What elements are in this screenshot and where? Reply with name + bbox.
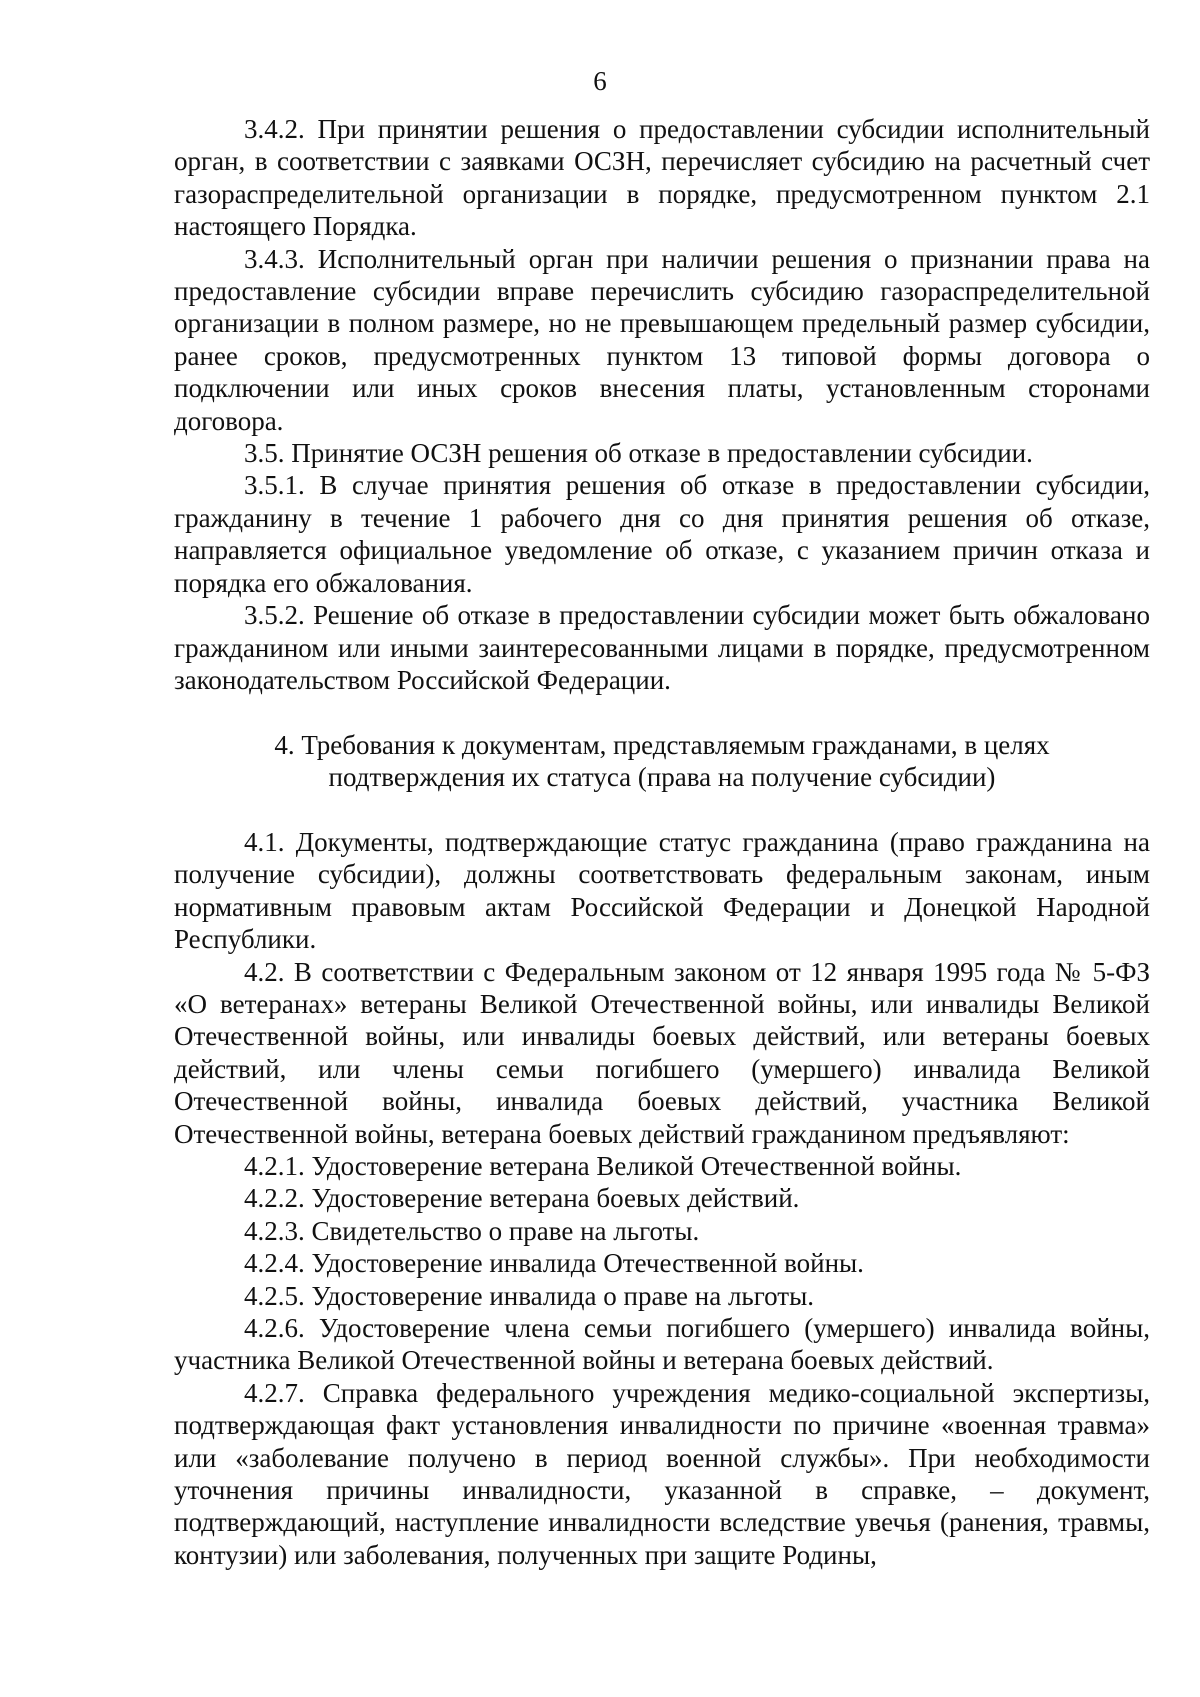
- section-spacer: [174, 794, 1150, 826]
- paragraph-3-5: 3.5. Принятие ОСЗН решения об отказе в предоставлении субсидии.: [244, 438, 1033, 469]
- section-spacer: [174, 696, 1150, 728]
- paragraph-4-2-2: 4.2.2. Удостоверение ветерана боевых действий.: [244, 1183, 800, 1214]
- paragraph-3-4-3: 3.4.3. Исполнительный орган при наличии решения о признании права на предоставление субсидии вправе перечислить субсидию газораспределительной организации в полном размере, но не превышающем предельный размер субсидии, ранее сроков, предусмотренных пунктом 13 типовой формы договора о подключении или иных сроков внесения платы, установленным сторонами договора.: [174, 243, 1150, 436]
- section-4-heading-line1: 4. Требования к документам, представляемым гражданами, в целях: [274, 729, 1050, 760]
- section-4-heading-line2: подтверждения их статуса (права на получение субсидии): [328, 762, 996, 793]
- paragraph-4-2: 4.2. В соответствии с Федеральным законом от 12 января 1995 года № 5-ФЗ «О ветеранах» ветераны Великой Отечественной войны, или инвалиды Великой Отечественной войны, или инвалиды боевых действий, или ветераны боевых действий, или члены семьи погибшего (умершего) инвалида Великой Отечественной войны, инвалида боевых действий, участника Великой Отечественной войны, ветерана боевых действий гражданином предъявляют:: [174, 956, 1150, 1149]
- page-number: 6: [593, 66, 607, 96]
- paragraph-3-5-1: 3.5.1. В случае принятия решения об отказе в предоставлении субсидии, гражданину в течение 1 рабочего дня со дня принятия решения об отказе, направляется официальное уведомление об отказе, с указанием причин отказа и порядка его обжалования.: [174, 470, 1150, 598]
- paragraph-4-2-5: 4.2.5. Удостоверение инвалида о праве на льготы.: [244, 1280, 814, 1311]
- paragraph-3-4-2: 3.4.2. При принятии решения о предоставлении субсидии исполнительный орган, в соответствии с заявками ОСЗН, перечисляет субсидию на расчетный счет газораспределительной организации в порядке, предусмотренном пунктом 2.1 настоящего Порядка.: [174, 114, 1150, 242]
- paragraph-4-2-7: 4.2.7. Справка федерального учреждения медико-социальной экспертизы, подтверждающая факт установления инвалидности по причине «военная травма» или «заболевание получено в период военной службы». При необходимости уточнения причины инвалидности, указанной в справке, – документ, подтверждающий, наступление инвалидности вследствие увечья (ранения, травмы, контузии) или заболевания, полученных при защите Родины,: [174, 1377, 1150, 1570]
- paragraph-4-2-6: 4.2.6. Удостоверение члена семьи погибшего (умершего) инвалида войны, участника Великой Отечественной войны и ветерана боевых действий.: [174, 1313, 1150, 1376]
- document-body: [174, 113, 1150, 1571]
- paragraph-3-5-2: 3.5.2. Решение об отказе в предоставлении субсидии может быть обжаловано гражданином или иными заинтересованными лицами в порядке, предусмотренном законодательством Российской Федерации.: [174, 600, 1150, 695]
- section-4-heading: [174, 729, 1150, 794]
- paragraph-4-2-3: 4.2.3. Свидетельство о праве на льготы.: [244, 1215, 700, 1246]
- paragraph-4-2-4: 4.2.4. Удостоверение инвалида Отечественной войны.: [244, 1248, 864, 1279]
- paragraph-4-1: 4.1. Документы, подтверждающие статус гражданина (право гражданина на получение субсидии), должны соответствовать федеральным законам, иным нормативным правовым актам Российской Федерации и Донецкой Народной Республики.: [174, 826, 1150, 955]
- paragraph-4-2-1: 4.2.1. Удостоверение ветерана Великой Отечественной войны.: [244, 1150, 962, 1181]
